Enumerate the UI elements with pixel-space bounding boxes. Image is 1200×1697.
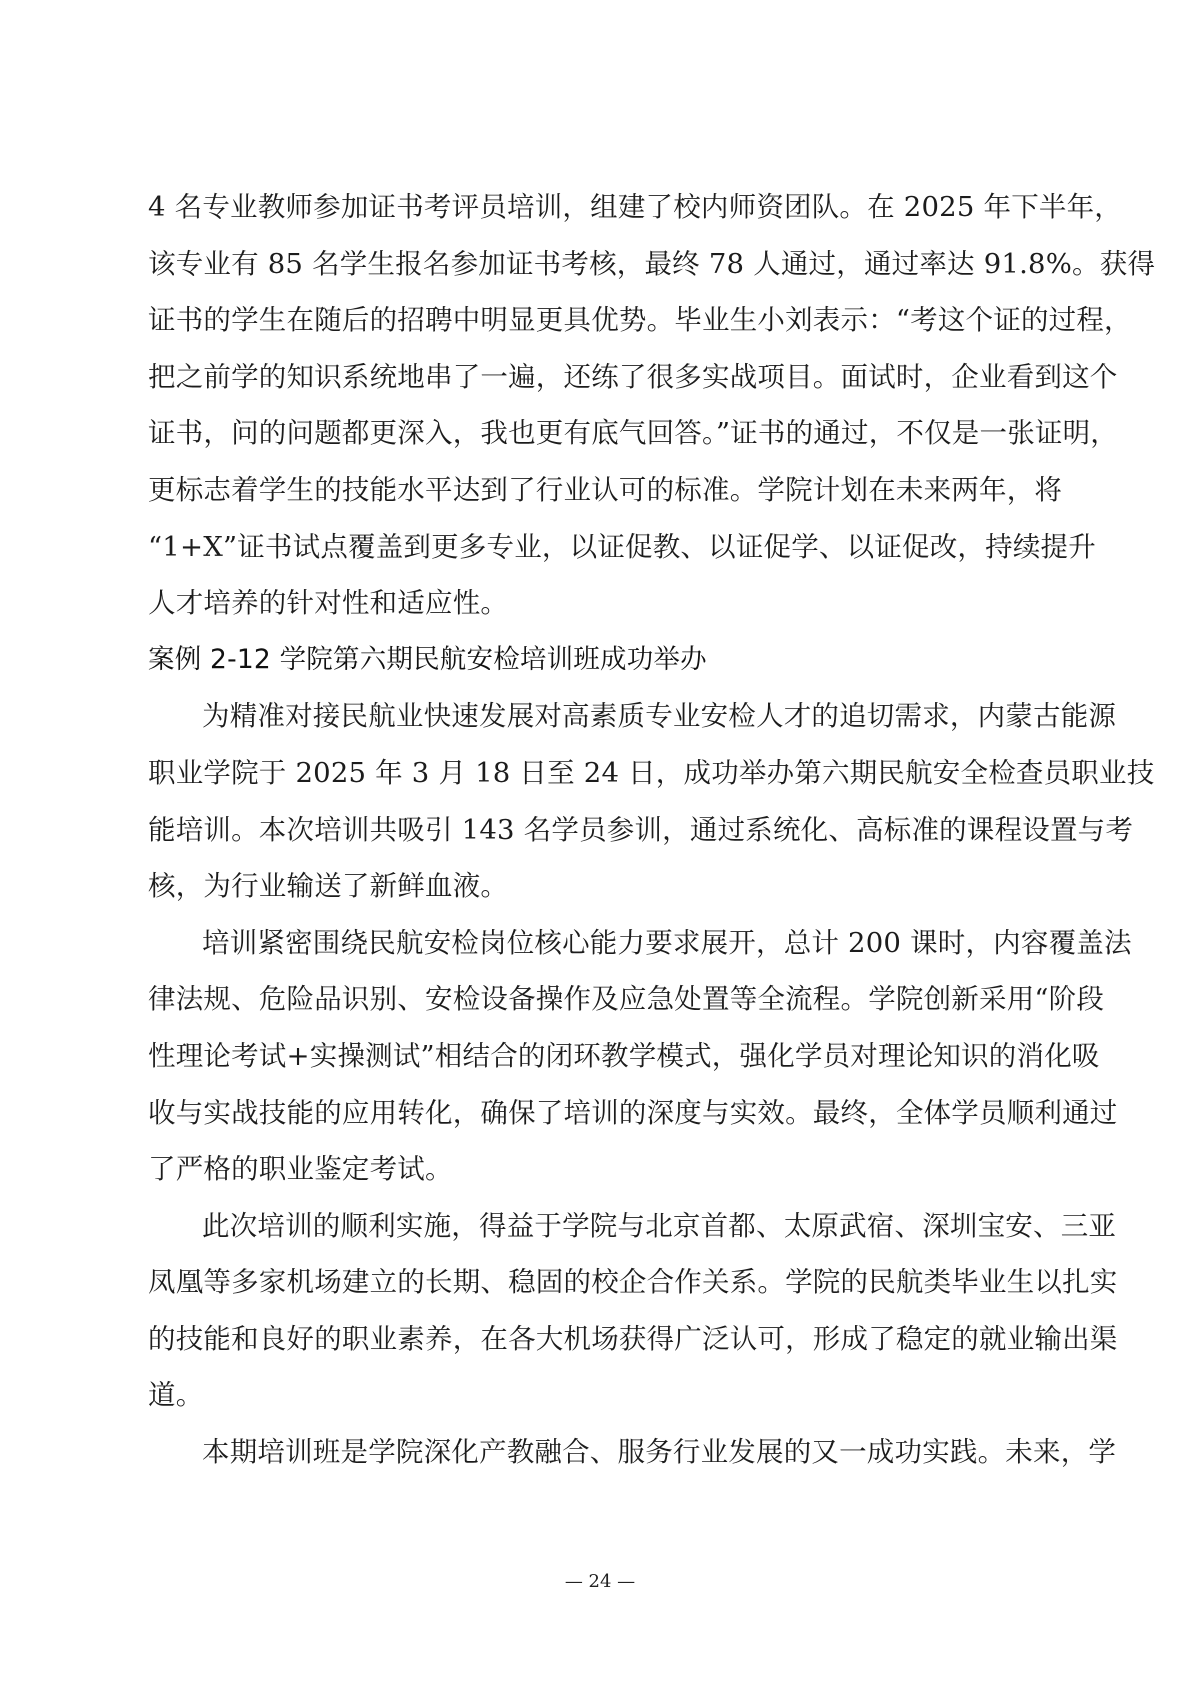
text-line: 培训紧密围绕民航安检岗位核心能力要求展开，总计 200 课时，内容覆盖法 bbox=[202, 926, 1132, 959]
paragraph-training-content bbox=[148, 915, 1132, 1198]
text-line: 凤凰等多家机场建立的长期、稳固的校企合作关系。学院的民航类毕业生以扎实 bbox=[148, 1266, 1118, 1299]
text-line: 人才培养的针对性和适应性。 bbox=[148, 587, 509, 620]
text-line: 核，为行业输送了新鲜血液。 bbox=[148, 870, 509, 903]
text-line: 把之前学的知识系统地串了一遍，还练了很多实战项目。面试时，企业看到这个 bbox=[148, 360, 1118, 393]
text-line: 了严格的职业鉴定考试。 bbox=[148, 1153, 453, 1186]
text-line: 4 名专业教师参加证书考评员培训，组建了校内师资团队。在 2025 年下半年， bbox=[148, 191, 1123, 223]
text-line: 该专业有 85 名学生报名参加证书考核，最终 78 人通过，通过率达 91.8%。获得 bbox=[148, 247, 1156, 280]
paragraph-conclusion bbox=[148, 1424, 1117, 1481]
page-body bbox=[148, 179, 1156, 1481]
text-line: 律法规、危险品识别、安检设备操作及应急处置等全流程。学院创新采用“阶段 bbox=[148, 983, 1105, 1016]
paragraph-training-intro bbox=[148, 688, 1155, 914]
text-line: 的技能和良好的职业素养，在各大机场获得广泛认可，形成了稳定的就业输出渠 bbox=[148, 1322, 1118, 1355]
text-line: 能培训。本次培训共吸引 143 名学员参训，通过系统化、高标准的课程设置与考 bbox=[148, 813, 1134, 846]
text-line: 职业学院于 2025 年 3 月 18 日至 24 日，成功举办第六期民航安全检查员职业技 bbox=[148, 756, 1155, 789]
text-line: 证书，问的问题都更深入，我也更有底气回答。”证书的通过，不仅是一张证明， bbox=[148, 417, 1119, 450]
text-line: 收与实战技能的应用转化，确保了培训的深度与实效。最终，全体学员顺利通过 bbox=[148, 1096, 1118, 1129]
paragraph-partnerships bbox=[148, 1198, 1118, 1424]
paragraph-certificate-results bbox=[148, 179, 1156, 632]
case-heading: 案例 2-12 学院第六期民航安检培训班成功举办 bbox=[148, 643, 707, 675]
text-line: 此次培训的顺利实施，得益于学院与北京首都、太原武宿、深圳宝安、三亚 bbox=[202, 1209, 1117, 1242]
text-line: 证书的学生在随后的招聘中明显更具优势。毕业生小刘表示：“考这个证的过程， bbox=[148, 304, 1132, 337]
page-number: — 24 — bbox=[564, 1571, 636, 1592]
text-line: “1+X”证书试点覆盖到更多专业，以证促教、以证促学、以证促改，持续提升 bbox=[148, 530, 1096, 563]
text-line: 本期培训班是学院深化产教融合、服务行业发展的又一成功实践。未来，学 bbox=[202, 1436, 1117, 1469]
text-line: 性理论考试+实操测试”相结合的闭环教学模式，强化学员对理论知识的消化吸 bbox=[148, 1039, 1100, 1072]
text-line: 道。 bbox=[148, 1379, 204, 1412]
text-line: 为精准对接民航业快速发展对高素质专业安检人才的追切需求，内蒙古能源 bbox=[202, 700, 1117, 733]
text-line: 更标志着学生的技能水平达到了行业认可的标准。学院计划在未来两年，将 bbox=[148, 473, 1063, 506]
